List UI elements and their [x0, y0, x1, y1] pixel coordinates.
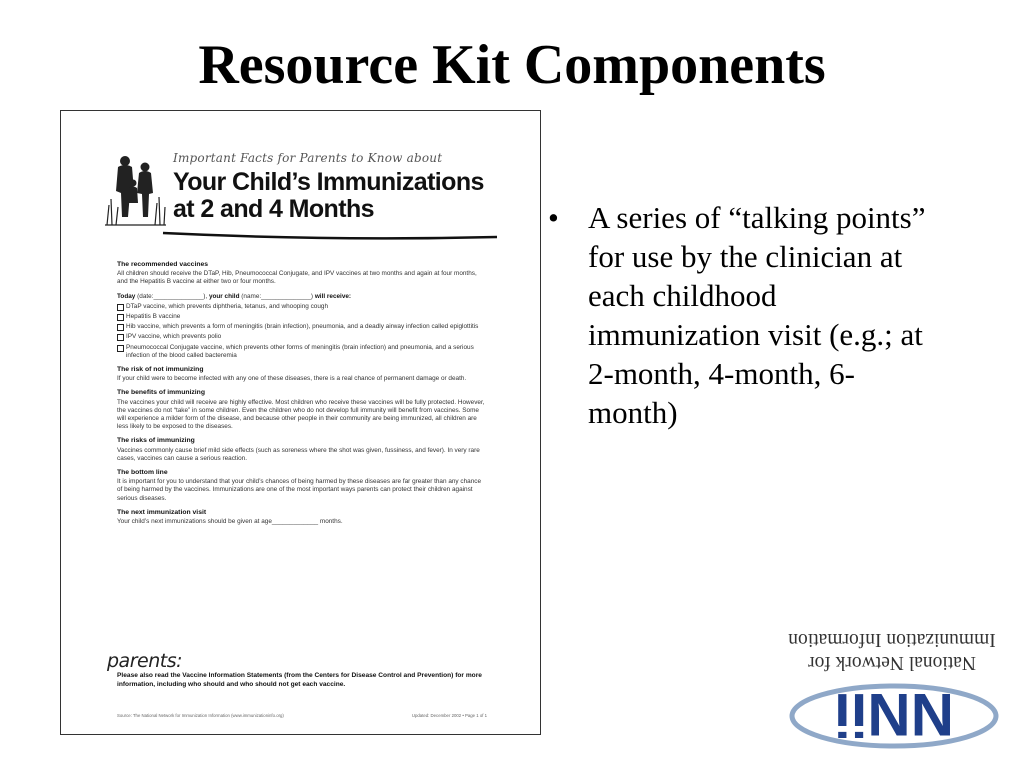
checklist-item: Hepatitis B vaccine: [117, 313, 487, 321]
checklist-item: Hib vaccine, which prevents a form of meningitis (brain infection), pneumonia, and a deadly airway infection called epiglottitis: [117, 323, 487, 331]
title-swoosh-divider: [161, 223, 501, 243]
footer-source: Source: The National Network for Immunization Information (www.immunizationinfo.org): [117, 713, 284, 718]
nnii-logo-icon: [788, 676, 1000, 754]
bullet-list: [548, 198, 928, 432]
bullet-item: A series of “talking points” for use by the clinician at each childhood immunization visit (e.g.; at 2-month, 4-month, 6-month): [588, 200, 926, 430]
section-heading: The benefits of immunizing: [117, 389, 205, 397]
checklist-item: DTaP vaccine, which prevents diphtheria, tetanus, and whooping cough: [117, 303, 487, 311]
handout-title: Your Child’s Immunizations at 2 and 4 Months: [173, 168, 484, 223]
section-heading: The recommended vaccines: [117, 261, 209, 268]
section-text: Vaccines commonly cause brief mild side effects (such as soreness where the shot was given, fussiness, and fever). In very rare cases, vaccines can cause a serious reaction.: [117, 446, 480, 462]
family-illustration-icon: [103, 147, 167, 227]
checklist-item: Pneumococcal Conjugate vaccine, which prevents other forms of meningitis (brain infection) and pneumonia, and a serious infection of the blood called bacteremia: [117, 344, 487, 360]
parents-note-block: [107, 651, 507, 689]
today-line: Today (date:______________), your child (name:______________) will receive:: [117, 292, 352, 300]
parents-heading: parents:: [107, 650, 182, 672]
section-heading: The risk of not immunizing: [117, 366, 204, 374]
handout-footer: [117, 713, 487, 718]
section-text: All children should receive the DTaP, Hib, Pneumococcal Conjugate, and IPV vaccines at two months and again at four months, and the Hepatitis B vaccine at either two or four months.: [117, 270, 477, 286]
section-text: If your child were to become infected with any one of these diseases, there is a real chance of permanent damage or death.: [117, 375, 467, 383]
logo-text-line: Immunization Information: [788, 629, 996, 650]
section-heading: The bottom line: [117, 469, 168, 477]
footer-updated: Updated: December 2002 • Page 1 of 1: [411, 713, 487, 718]
section-text: It is important for you to understand that your child’s chances of being harmed by these diseases are far greater than any chance of being harmed by the vaccines. Immunizations are one of the most important ways parents can protect their children against serious diseases.: [117, 478, 482, 502]
handout-thumbnail: [60, 110, 541, 735]
bullet-dot: •: [548, 200, 559, 235]
logo-text: [776, 628, 1008, 674]
section-text: Your child’s next immunizations should be given at age_____________ months.: [117, 518, 343, 526]
section-text: The vaccines your child will receive are highly effective. Most children who receive these vaccines will be fully protected. However, the vaccines do not “take” in some children. Even the children who do not develop full immunity will benefit from vaccines. Some will experience a milder form of the disease, and because other people in their community are being immunized, all children are less likely to be exposed to the diseases.: [117, 398, 485, 431]
section-heading: The risks of immunizing: [117, 437, 195, 445]
logo-mark-text: NNii: [834, 681, 954, 748]
parents-note: Please also read the Vaccine Information Statements (from the Centers for Disease Control and Prevention) for more information, including who should and who should not get each vaccine.: [117, 672, 482, 688]
slide-title: Resource Kit Components: [198, 34, 826, 96]
checklist-item: IPV vaccine, which prevents polio: [117, 333, 487, 341]
section-heading: The next immunization visit: [117, 508, 207, 516]
handout-kicker: Important Facts for Parents to Know about: [173, 151, 443, 165]
logo-text-line: National Network for: [808, 652, 976, 673]
handout-body: [117, 261, 487, 526]
